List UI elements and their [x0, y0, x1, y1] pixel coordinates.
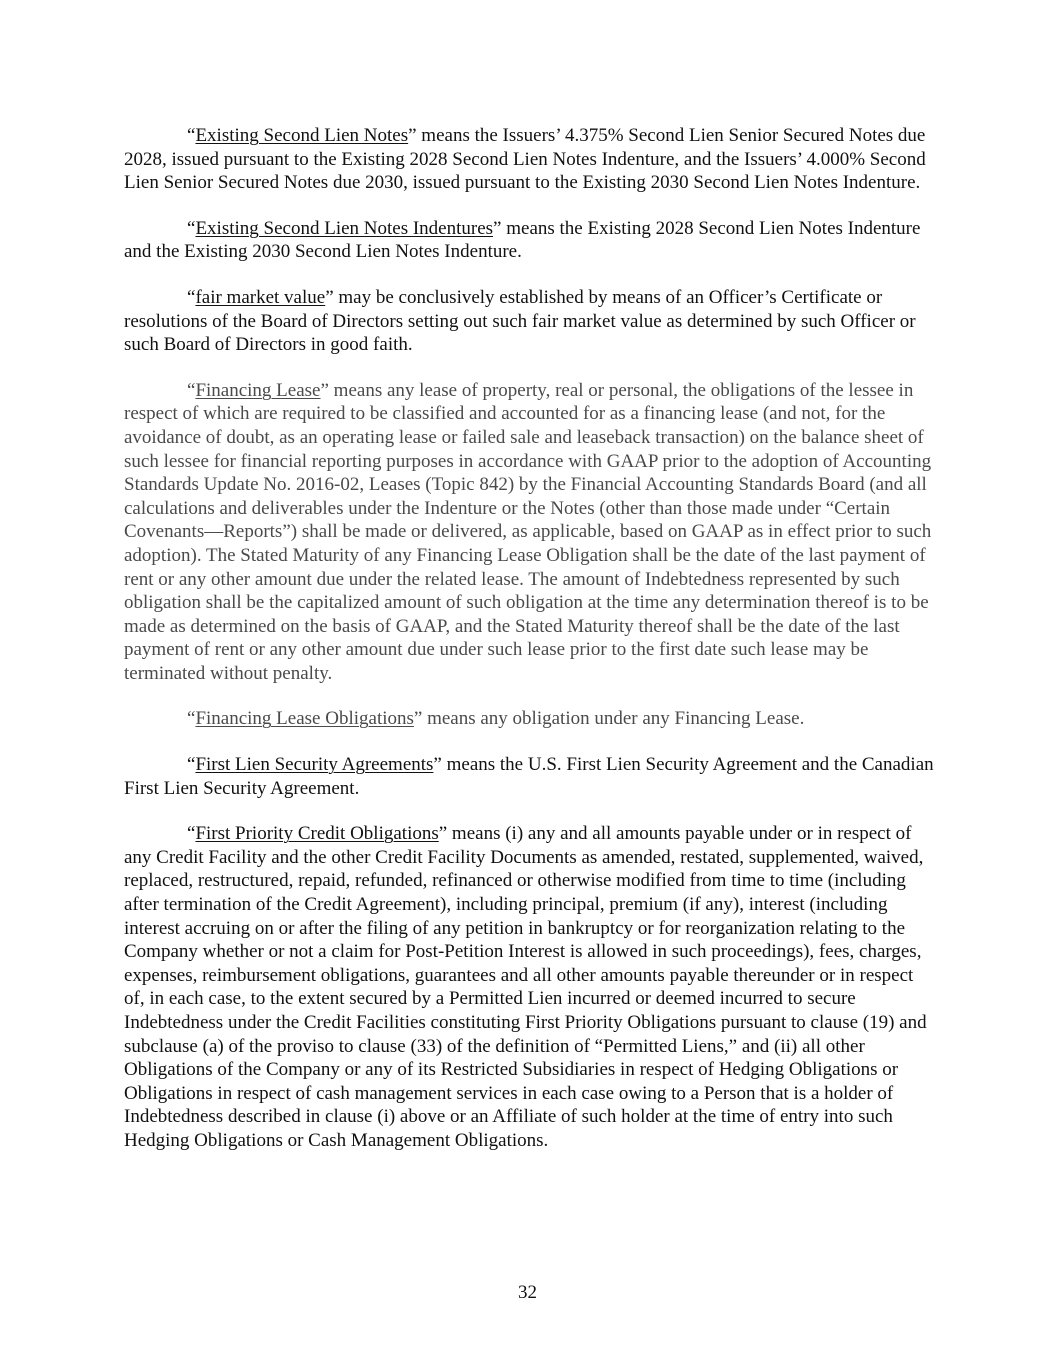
definition-financing-lease-obligations: [124, 707, 934, 731]
definition-text: ” means (i) any and all amounts payable under or in respect of any Credit Facility and the other Credit Facility Documents as amended, restated, supplemented, waived, replaced, restructured, repaid, refunded, refinanced or otherwise modified from time to time (including after termination of the Credit Agreement), including principal, premium (if any), interest (including interest accruing on or after the filing of any petition in bankruptcy or for reorganization relating to the Company whether or not a claim for Post-Petition Interest is allowed in such proceedings), fees, charges, expenses, reimbursement obligations, guarantees and all other amounts payable thereunder or in respect of, in each case, to the extent secured by a Permitted Lien incurred or deemed incurred to secure Indebtedness under the Credit Facilities constituting First Priority Obligations pursuant to clause (19) and subclause (a) of the proviso to clause (33) of the definition of “Permitted Liens,” and (ii) all other Obligations of the Company or any of its Restricted Subsidiaries in respect of Hedging Obligations or Obligations in respect of cash management services in each case owing to a Person that is a holder of Indebtedness described in clause (i) above or an Affiliate of such holder at the time of entry into such Hedging Obligations or Cash Management Obligations.: [124, 823, 927, 1151]
definition-text: ” means the U.S. First Lien Security Agreement and the Canadian First Lien Security Agreement.: [124, 754, 934, 799]
defined-term: First Lien Security Agreements: [195, 754, 434, 776]
open-quote: “: [187, 217, 196, 239]
definition-existing-second-lien-notes-indentures: [124, 217, 934, 264]
open-quote: “: [187, 286, 196, 308]
definition-financing-lease: [124, 379, 934, 686]
definition-text: ” means the Issuers’ 4.375% Second Lien Senior Secured Notes due 2028, issued pursuant to the Existing 2028 Second Lien Notes Indenture, and the Issuers’ 4.000% Second Lien Senior Secured Notes due 2030, issued pursuant to the Existing 2030 Second Lien Notes Indenture.: [124, 125, 926, 194]
page-number: 32: [518, 1282, 537, 1303]
defined-term: fair market value: [195, 286, 326, 308]
defined-term: Financing Lease: [195, 379, 321, 401]
defined-term: Existing Second Lien Notes: [195, 125, 409, 146]
definition-text: ” means the Existing 2028 Second Lien Notes Indenture and the Existing 2030 Second Lien Notes Indenture.: [124, 217, 921, 263]
defined-term: First Priority Credit Obligations: [195, 823, 439, 845]
definition-text: ” means any lease of property, real or personal, the obligations of the lessee in respect of which are required to be classified and accounted for as a financing lease (and not, for the avoidance of doubt, as an operating lease or failed sale and leaseback transaction) on the balance sheet of such lessee for financial reporting purposes in accordance with GAAP prior to the adoption of Accounting Standards Update No. 2016-02, Leases (Topic 842) by the Financial Accounting Standards Board (and all calculations and deliverables under the Indenture or the Notes (other than those made under “Certain Covenants—Reports”) shall be made or delivered, as applicable, based on GAAP as in effect prior to such adoption). The Stated Maturity of any Financing Lease Obligation shall be the date of the last payment of rent or any other amount due under the related lease. The amount of Indebtedness represented by such obligation shall be the capitalized amount of such obligation at the time any determination thereof is to be made as determined on the basis of GAAP, and the Stated Maturity thereof shall be the date of the last payment of rent or any other amount due under such lease prior to the first date such lease may be terminated without penalty.: [124, 379, 932, 684]
open-quote: “: [187, 754, 196, 776]
definition-existing-second-lien-notes: [124, 124, 934, 195]
open-quote: “: [187, 379, 196, 401]
defined-term: Existing Second Lien Notes Indentures: [195, 217, 494, 239]
definition-text: ” means any obligation under any Financing Lease.: [413, 708, 805, 730]
open-quote: “: [187, 708, 196, 730]
defined-term: Financing Lease Obligations: [195, 708, 414, 730]
open-quote: “: [187, 125, 196, 146]
definition-fair-market-value: [124, 286, 934, 357]
definition-first-priority-credit-obligations: [124, 822, 934, 1152]
definition-text: ” may be conclusively established by means of an Officer’s Certificate or resolutions of the Board of Directors setting out such fair market value as determined by such Officer or such Board of Directors in good faith.: [124, 286, 916, 356]
definition-first-lien-security-agreements: [124, 753, 934, 800]
document-page: [124, 124, 934, 1175]
open-quote: “: [187, 823, 196, 845]
